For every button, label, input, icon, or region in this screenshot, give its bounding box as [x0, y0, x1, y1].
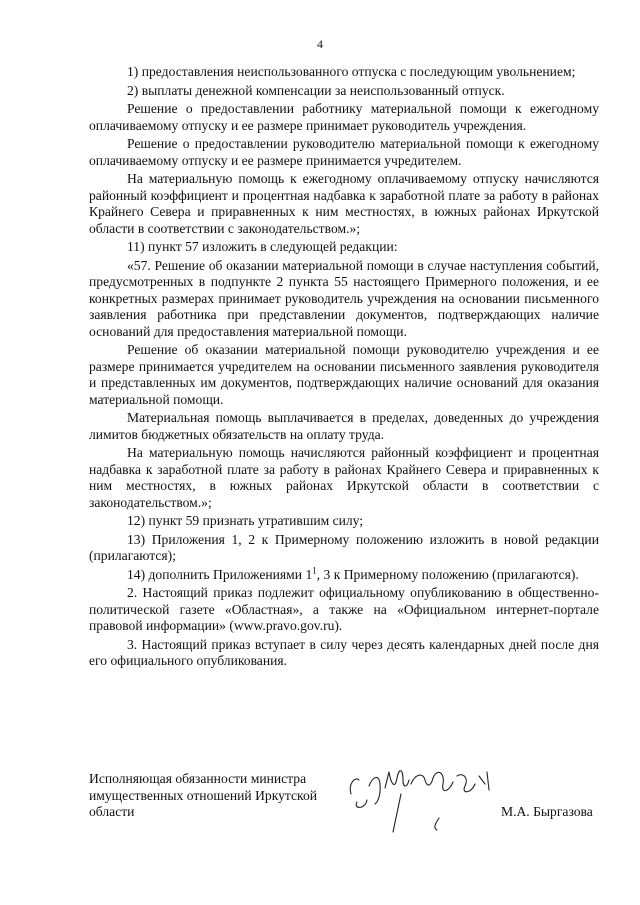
- signatory-title-line: области: [89, 804, 135, 819]
- paragraph: 3. Настоящий приказ вступает в силу через десять календарных дней после дня его официального опубликования.: [89, 636, 599, 668]
- paragraph: На материальную помощь к ежегодному оплачиваемому отпуску начисляются районный коэффициент и процентная надбавка к заработной плате за работу в районах Крайнего Севера и приравненных к ним местностях, в южных районах Иркутской области в соответствии с законодательством.»;: [89, 171, 599, 236]
- signatory-name: М.А. Быргазова: [501, 804, 593, 819]
- paragraph-item-14: [89, 564, 599, 584]
- signatory-title-line: имущественных отношений Иркутской: [89, 787, 318, 803]
- paragraph: 13) Приложения 1, 2 к Примерному положению изложить в новой редакции (прилагаются);: [89, 531, 599, 563]
- page-number: 4: [317, 37, 323, 51]
- paragraph: 1) предоставления неиспользованного отпуска с последующим увольнением;: [127, 64, 576, 79]
- paragraph: Решение о предоставлении работнику материальной помощи к ежегодному оплачиваемому отпуску и ее размере принимает руководитель учреждения.: [89, 101, 599, 133]
- paragraph: 11) пункт 57 изложить в следующей редакции:: [127, 239, 398, 254]
- signatory-title: [89, 771, 359, 821]
- paragraph: 12) пункт 59 признать утратившим силу;: [127, 513, 364, 528]
- paragraph: «57. Решение об оказании материальной помощи в случае наступления событий, предусмотренных в подпункте 2 пункта 55 настоящего Примерного положения, и ее конкретных размерах принимает руководитель учреждения на основании письменного заявления работника при представлении документов, подтверждающих наличие оснований для предоставления материальной помощи.: [89, 257, 599, 339]
- superscript: 1: [312, 564, 317, 575]
- paragraph: 2. Настоящий приказ подлежит официальному опубликованию в общественно-политической газете «Областная», а также на «Официальном интернет-портале правовой информации» (www.pravo.gov.ru).: [89, 585, 599, 633]
- document-body: [89, 64, 599, 672]
- handwritten-signature: [345, 754, 525, 844]
- paragraph: На материальную помощь начисляются районный коэффициент и процентная надбавка к заработной плате за работу в районах Крайнего Севера и приравненных к ним местностях, в южных районах Иркутской области в соответствии с законодательством.»;: [89, 445, 599, 510]
- paragraph: Решение о предоставлении руководителю материальной помощи к ежегодному оплачиваемому отпуску и ее размере принимается учредителем.: [89, 136, 599, 168]
- paragraph: Решение об оказании материальной помощи руководителю учреждения и ее размере принимается учредителем на основании письменного заявления руководителя и представленных им документов, подтверждающих наличие оснований для оказания материальной помощи.: [89, 342, 599, 407]
- item14-text-after: , 3 к Примерному положению (прилагаются).: [316, 566, 579, 582]
- signatory-title-line: Исполняющая обязанности министра: [89, 771, 307, 786]
- paragraph: 2) выплаты денежной компенсации за неиспользованный отпуск.: [127, 82, 505, 98]
- paragraph: Материальная помощь выплачивается в пределах, доведенных до учреждения лимитов бюджетных обязательств на оплату труда.: [89, 410, 599, 442]
- item14-text-before: 14) дополнить Приложениями 1: [127, 566, 313, 582]
